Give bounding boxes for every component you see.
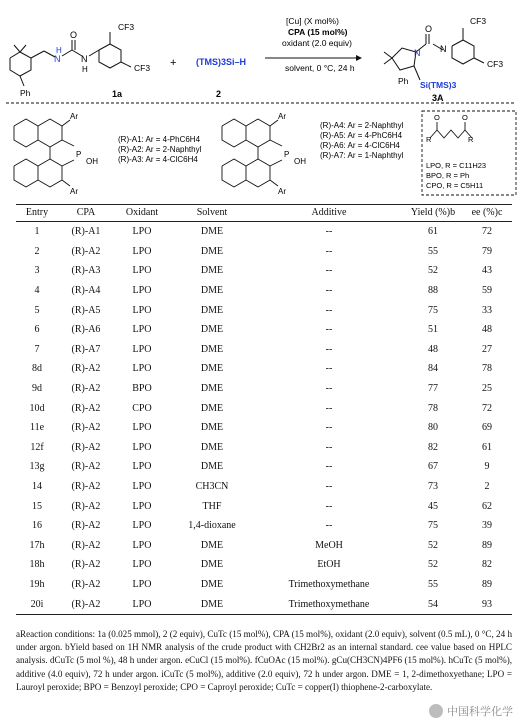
cell-solvent: DME bbox=[200, 578, 224, 590]
peroxide-bpo: BPO, R = Ph bbox=[426, 171, 470, 180]
cell-cpa: (R)-A7 bbox=[71, 343, 101, 355]
cell-additive: -- bbox=[325, 481, 333, 493]
n-atom-label: N bbox=[54, 54, 61, 64]
cell-solvent: THF bbox=[202, 500, 222, 512]
cell-yield: 51 bbox=[428, 324, 438, 336]
h-atom-label: H bbox=[56, 46, 62, 55]
cell-yield: 84 bbox=[428, 363, 438, 375]
cell-ee: 89 bbox=[482, 539, 492, 551]
cell-cpa: (R)-A6 bbox=[71, 324, 101, 336]
table-row bbox=[16, 359, 512, 379]
cell-solvent: DME bbox=[200, 226, 224, 238]
oxidant-loading: oxidant (2.0 equiv) bbox=[282, 38, 352, 48]
cell-yield: 75 bbox=[428, 520, 438, 532]
table-row bbox=[16, 496, 512, 516]
table-row bbox=[16, 320, 512, 340]
cell-oxidant: LPO bbox=[132, 539, 152, 551]
cell-entry: 9d bbox=[32, 383, 42, 395]
n-atom-label: N bbox=[414, 48, 421, 58]
ar-label: Ar bbox=[278, 112, 286, 121]
watermark-text: 中国科学化学 bbox=[447, 705, 513, 718]
cell-solvent: DME bbox=[200, 265, 224, 277]
cell-cpa: (R)-A2 bbox=[71, 520, 101, 532]
catalyst-def-a3: (R)-A3: Ar = 4-ClC6H4 bbox=[118, 155, 198, 164]
cell-cpa: (R)-A2 bbox=[58, 594, 114, 614]
o-atom-label: O bbox=[462, 113, 468, 122]
r-label: R bbox=[426, 135, 432, 144]
catalyst-loading: [Cu] (X mol%) bbox=[286, 16, 339, 26]
ph-label: Ph bbox=[398, 76, 409, 86]
cell-yield: 73 bbox=[428, 481, 438, 493]
cell-ee: 48 bbox=[482, 324, 492, 336]
cell-additive: -- bbox=[325, 422, 333, 434]
cell-cpa: (R)-A3 bbox=[71, 265, 101, 277]
cell-solvent: DME bbox=[200, 363, 224, 375]
table-row bbox=[16, 222, 512, 242]
table-row bbox=[16, 594, 512, 614]
cell-ee: 72 bbox=[482, 402, 492, 414]
cell-additive: -- bbox=[325, 324, 333, 336]
cell-additive: -- bbox=[325, 441, 333, 453]
cell-oxidant: LPO bbox=[132, 578, 152, 590]
cell-entry: 14 bbox=[32, 481, 42, 493]
catalyst-def-a6: (R)-A6: Ar = 4-ClC6H4 bbox=[320, 141, 400, 150]
cell-oxidant: LPO bbox=[132, 324, 152, 336]
cell-entry: 15 bbox=[32, 500, 42, 512]
cell-cpa: (R)-A1 bbox=[71, 226, 101, 238]
table-row bbox=[16, 457, 512, 477]
cell-solvent: DME bbox=[200, 559, 224, 571]
cell-yield: 52 bbox=[428, 265, 438, 277]
cell-yield: 54 bbox=[404, 594, 462, 614]
cell-ee: 72 bbox=[482, 226, 492, 238]
table-row bbox=[16, 340, 512, 360]
cell-entry: 18h bbox=[29, 559, 45, 571]
cell-entry: 10d bbox=[29, 402, 45, 414]
cell-cpa: (R)-A4 bbox=[71, 285, 101, 297]
cf3-label: CF3 bbox=[470, 16, 487, 26]
catalyst-def-a7: (R)-A7: Ar = 1-Naphthyl bbox=[320, 151, 404, 160]
ar-label: Ar bbox=[70, 112, 78, 121]
oh-label: OH bbox=[86, 157, 98, 166]
cell-yield: 80 bbox=[428, 422, 438, 434]
cell-oxidant: LPO bbox=[132, 461, 152, 473]
cell-cpa: (R)-A2 bbox=[71, 363, 101, 375]
catalyst-structures bbox=[0, 108, 521, 200]
reaction-scheme bbox=[0, 0, 521, 105]
cell-solvent: DME bbox=[200, 422, 224, 434]
cell-cpa: (R)-A2 bbox=[71, 461, 101, 473]
footnote-text: aReaction conditions: 1a (0.025 mmol), 2 (2 equiv), CuTc (15 mol%), CPA (15 mol%), oxidant (2.0 equiv), solvent (0.5 mL), 0 °C, 24 h under argon. bYield based on 1H NMR analysis of the crude product with CH2Br2 as an internal standard. cee value based on HPLC analysis. dCuTc (5 mol %), 48 h under argon. eCuCl (15 mol%). fCuOAc (15 mol%). gCu(CH3CN)4PF6 (15 mol%). hCuTc (5 mol%), additive (4.0 equiv), 72 h under argon. iCuTc (5 mol%), additive (2.0 equiv), 72 h under argon. DME = 1, 2-dimethoxyethane; LPO = Lauroyl peroxide; BPO = Benzoyl peroxide; CPO = Caproyl peroxide; CuTc = copper(I) thiophene-2-carboxylate. bbox=[16, 629, 512, 692]
cell-entry: 4 bbox=[34, 285, 40, 297]
o-atom-label: O bbox=[425, 24, 433, 34]
cell-ee: 43 bbox=[482, 265, 492, 277]
cell-additive: -- bbox=[325, 304, 333, 316]
catalyst-def-a4: (R)-A4: Ar = 2-Naphthyl bbox=[320, 121, 404, 130]
cell-ee: 89 bbox=[482, 578, 492, 590]
cell-oxidant: LPO bbox=[132, 559, 152, 571]
catalyst-def-a2: (R)-A2: Ar = 2-Naphthyl bbox=[118, 145, 202, 154]
cell-yield: 55 bbox=[428, 578, 438, 590]
cell-oxidant: LPO bbox=[132, 500, 152, 512]
cell-entry: 20i bbox=[16, 594, 58, 614]
col-header-cpa: CPA bbox=[58, 205, 114, 222]
cell-cpa: (R)-A2 bbox=[71, 578, 101, 590]
cell-additive: -- bbox=[325, 245, 333, 257]
si-tms-group: Si(TMS)3 bbox=[420, 80, 457, 90]
cell-ee: 9 bbox=[484, 461, 490, 473]
col-header-oxidant: Oxidant bbox=[114, 205, 170, 222]
cell-oxidant: LPO bbox=[132, 481, 152, 493]
cell-additive: -- bbox=[325, 343, 333, 355]
cell-solvent: DME bbox=[200, 245, 224, 257]
cell-additive: -- bbox=[325, 265, 333, 277]
peroxide-lpo: LPO, R = C11H23 bbox=[426, 161, 487, 170]
cell-yield: 52 bbox=[428, 559, 438, 571]
cell-oxidant: LPO bbox=[132, 422, 152, 434]
silane-reagent: (TMS)3Si–H bbox=[196, 57, 247, 67]
o-atom-label: O bbox=[434, 113, 440, 122]
cf3-label: CF3 bbox=[118, 22, 135, 32]
table-row bbox=[16, 575, 512, 595]
cell-cpa: (R)-A2 bbox=[71, 402, 101, 414]
cell-yield: 61 bbox=[428, 226, 438, 238]
catalyst-def-a5: (R)-A5: Ar = 4-PhC6H4 bbox=[320, 131, 403, 140]
cell-oxidant: LPO bbox=[132, 265, 152, 277]
col-header-ee: ee (%)c bbox=[462, 205, 512, 222]
cell-additive: Trimethoxymethane bbox=[288, 578, 370, 590]
cell-ee: 82 bbox=[482, 559, 492, 571]
cell-ee: 93 bbox=[462, 594, 512, 614]
cell-oxidant: LPO bbox=[114, 594, 170, 614]
cell-entry: 1 bbox=[34, 226, 40, 238]
cell-cpa: (R)-A2 bbox=[71, 539, 101, 551]
compound-label-2: 2 bbox=[216, 89, 222, 99]
cell-yield: 55 bbox=[428, 245, 438, 257]
table-row bbox=[16, 300, 512, 320]
cell-yield: 88 bbox=[428, 285, 438, 297]
cell-cpa: (R)-A2 bbox=[71, 245, 101, 257]
cell-solvent: DME bbox=[200, 285, 224, 297]
cell-additive: -- bbox=[325, 500, 333, 512]
cell-entry: 2 bbox=[34, 245, 40, 257]
table-header bbox=[16, 205, 512, 222]
table-row bbox=[16, 536, 512, 556]
cell-cpa: (R)-A2 bbox=[71, 422, 101, 434]
cell-additive: -- bbox=[325, 461, 333, 473]
cf3-label: CF3 bbox=[134, 63, 151, 73]
cell-oxidant: LPO bbox=[132, 363, 152, 375]
n-atom-label: N bbox=[81, 54, 88, 64]
cell-ee: 59 bbox=[482, 285, 492, 297]
ar-label: Ar bbox=[278, 187, 286, 196]
col-header-solvent: Solvent bbox=[170, 205, 254, 222]
cell-cpa: (R)-A2 bbox=[71, 500, 101, 512]
cell-additive: EtOH bbox=[317, 559, 341, 571]
cell-additive: -- bbox=[325, 520, 333, 532]
cell-oxidant: LPO bbox=[132, 343, 152, 355]
table-row bbox=[16, 418, 512, 438]
col-header-yield: Yield (%)b bbox=[404, 205, 462, 222]
table-row bbox=[16, 477, 512, 497]
col-header-entry: Entry bbox=[16, 205, 58, 222]
cell-solvent: DME bbox=[200, 343, 224, 355]
compound-label-1a: 1a bbox=[112, 89, 123, 99]
table-row bbox=[16, 555, 512, 575]
cell-yield: 52 bbox=[428, 539, 438, 551]
cell-yield: 48 bbox=[428, 343, 438, 355]
cell-additive: -- bbox=[325, 402, 333, 414]
table-row bbox=[16, 242, 512, 262]
ph-label: Ph bbox=[20, 88, 31, 98]
cell-additive: -- bbox=[325, 363, 333, 375]
cell-yield: 77 bbox=[428, 383, 438, 395]
cell-yield: 78 bbox=[428, 402, 438, 414]
cell-yield: 67 bbox=[428, 461, 438, 473]
n-atom-label: N bbox=[440, 44, 447, 54]
ar-label: Ar bbox=[70, 187, 78, 196]
r-label: R bbox=[468, 135, 474, 144]
cell-entry: 11e bbox=[29, 422, 45, 434]
p-atom-label: P bbox=[284, 150, 290, 159]
cell-cpa: (R)-A2 bbox=[71, 441, 101, 453]
cell-cpa: (R)-A2 bbox=[71, 481, 101, 493]
cell-oxidant: LPO bbox=[132, 285, 152, 297]
cell-entry: 19h bbox=[29, 578, 45, 590]
cell-oxidant: LPO bbox=[132, 226, 152, 238]
cell-oxidant: LPO bbox=[132, 520, 152, 532]
reaction-conditions: solvent, 0 °C, 24 h bbox=[285, 63, 355, 73]
catalyst-def-a1: (R)-A1: Ar = 4-PhC6H4 bbox=[118, 135, 201, 144]
cell-additive: -- bbox=[325, 226, 333, 238]
cell-entry: 6 bbox=[34, 324, 40, 336]
cell-oxidant: CPO bbox=[132, 402, 152, 414]
table-footnote bbox=[16, 628, 512, 694]
cell-ee: 33 bbox=[482, 304, 492, 316]
cell-ee: 39 bbox=[482, 520, 492, 532]
table-row bbox=[16, 261, 512, 281]
cell-ee: 25 bbox=[482, 383, 492, 395]
table-row bbox=[16, 398, 512, 418]
cell-solvent: DME bbox=[200, 304, 224, 316]
cell-entry: 12f bbox=[30, 441, 44, 453]
cell-cpa: (R)-A2 bbox=[71, 383, 101, 395]
cell-oxidant: LPO bbox=[132, 304, 152, 316]
cell-cpa: (R)-A2 bbox=[71, 559, 101, 571]
cell-solvent: DME bbox=[200, 402, 224, 414]
cell-ee: 69 bbox=[482, 422, 492, 434]
cell-ee: 27 bbox=[482, 343, 492, 355]
plus-sign: + bbox=[170, 57, 177, 69]
cell-ee: 61 bbox=[482, 441, 492, 453]
cell-ee: 79 bbox=[482, 245, 492, 257]
table-body bbox=[16, 222, 512, 615]
cell-solvent: CH3CN bbox=[195, 481, 229, 493]
cell-oxidant: LPO bbox=[132, 245, 152, 257]
oh-label: OH bbox=[294, 157, 306, 166]
cell-solvent: DME bbox=[200, 461, 224, 473]
col-header-additive: Additive bbox=[254, 205, 404, 222]
cell-entry: 5 bbox=[34, 304, 40, 316]
cell-additive: Trimethoxymethane bbox=[254, 594, 404, 614]
table-row bbox=[16, 438, 512, 458]
cell-entry: 7 bbox=[34, 343, 40, 355]
optimization-table bbox=[16, 204, 512, 615]
cell-solvent: DME bbox=[170, 594, 254, 614]
table-row bbox=[16, 516, 512, 536]
p-atom-label: P bbox=[76, 150, 82, 159]
cell-oxidant: LPO bbox=[132, 441, 152, 453]
cell-entry: 17h bbox=[29, 539, 45, 551]
cell-entry: 8d bbox=[32, 363, 42, 375]
cell-solvent: DME bbox=[200, 324, 224, 336]
cell-entry: 13g bbox=[29, 461, 45, 473]
cell-solvent: DME bbox=[200, 383, 224, 395]
cell-additive: -- bbox=[325, 285, 333, 297]
cell-ee: 78 bbox=[482, 363, 492, 375]
o-atom-label: O bbox=[70, 30, 78, 40]
cell-yield: 75 bbox=[428, 304, 438, 316]
wechat-logo-icon bbox=[429, 704, 443, 718]
cpa-loading: CPA (15 mol%) bbox=[288, 27, 348, 37]
cell-oxidant: BPO bbox=[132, 383, 152, 395]
compound-label-3a: 3A bbox=[432, 93, 444, 103]
cell-additive: MeOH bbox=[315, 539, 343, 551]
cell-yield: 45 bbox=[428, 500, 438, 512]
cell-entry: 16 bbox=[32, 520, 42, 532]
cell-ee: 62 bbox=[482, 500, 492, 512]
cell-solvent: DME bbox=[200, 441, 224, 453]
table-row bbox=[16, 281, 512, 301]
cell-yield: 82 bbox=[428, 441, 438, 453]
cell-ee: 2 bbox=[484, 481, 490, 493]
watermark bbox=[429, 703, 513, 719]
table-row bbox=[16, 379, 512, 399]
cell-cpa: (R)-A5 bbox=[71, 304, 101, 316]
cell-additive: -- bbox=[325, 383, 333, 395]
cell-entry: 3 bbox=[34, 265, 40, 277]
h-atom-label: H bbox=[82, 65, 88, 74]
peroxide-cpo: CPO, R = C5H11 bbox=[426, 181, 484, 190]
cell-solvent: DME bbox=[200, 539, 224, 551]
cf3-label: CF3 bbox=[487, 59, 504, 69]
cell-solvent: 1,4-dioxane bbox=[188, 520, 236, 532]
